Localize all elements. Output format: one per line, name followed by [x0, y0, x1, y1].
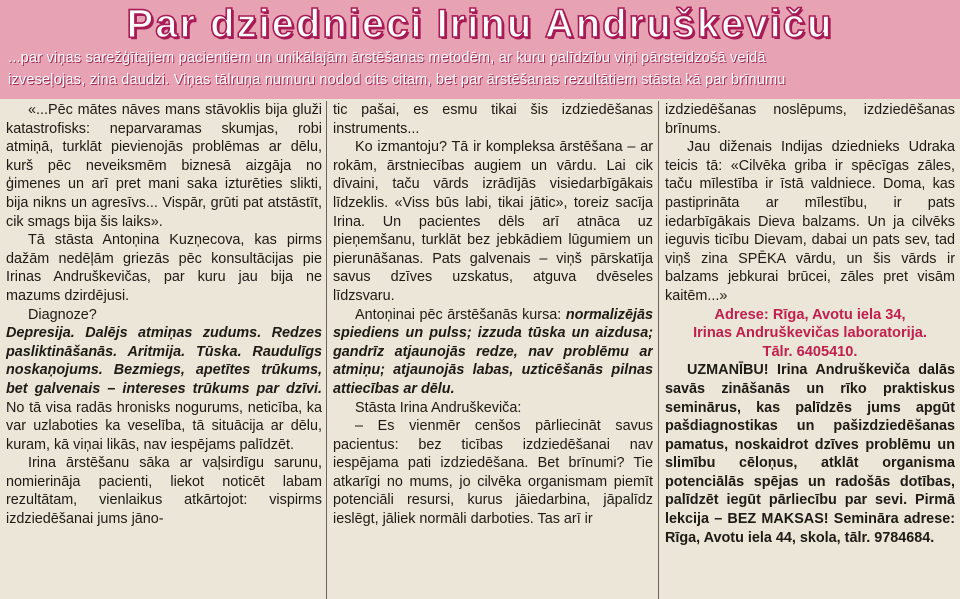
paragraph: Jau diženais Indijas dziednieks Udraka teicis tā: «Cilvēka griba ir spēcīgas zāles, taču mīlestība ir īstā valdniece. Doma, kas pastiprināta ar mīlestību, ir pats iedarbīgākais Dieva balzams. Un ja cilvēks ieguvis ticību Dievam, dabai un pats sev, tad viņš zina SPĒKA vārdu, un šis vārds ir balzams jebkurai brūcei, zāles pret visām kaitēm...» [665, 139, 955, 304]
paragraph: tic pašai, es esmu tikai šis izdziedēšanas instruments... [333, 102, 653, 137]
article-header [0, 0, 960, 99]
paragraph: – Es vienmēr cenšos pārliecināt savus pacientus: bez ticības izdziedēšanai nav iespējama pati izdziedēšana. Bet brīnumi? Tie atkarīgi no mums, jo cilvēka organismam piemīt potenciāli resursi, kurus jāiedarbina, jāpalīdz ieslēgt, jāliek normāli darboties. Tas arī ir [333, 418, 653, 528]
paragraph: Irina ārstēšanu sāka ar vaļsirdīgu sarunu, nomierināja pacienti, liekot noticēt labam rezultātam, vienlaikus atkārtojot: vispirms izdziedēšanai jums jāno- [6, 455, 322, 528]
paragraph: izdziedēšanas noslēpums, izdziedēšanas brīnums. [665, 102, 955, 137]
paragraph: Ko izmantoju? Tā ir kompleksa ārstēšana – ar rokām, ārstniecības augiem un vārdu. Lai cik dīvaini, taču vārds izrādījās visiedarbīgākais līdzeklis. «Viss būs labi, tikai jātic», toreiz sacīja Irina. Un pacientes dēls arī atnāca uz pieņemšanu, turklāt bez jebkādiem lūgumiem un pierunāšanas. Pats galvenais – viņš pārskatīja savus dzīves uzskatus, atguva dvēseles līdzsvaru. [333, 139, 653, 304]
paragraph-text: No tā visa radās hronisks nogurums, neticība, ka var uzlaboties ka veselība, tā situācija ar dēlu, kuram, kā viņai likās, nav iespējams palīdzēt. [6, 399, 322, 453]
paragraph: Stāsta Irina Andruškeviča: [355, 399, 522, 416]
address-block [665, 306, 955, 362]
column-divider [658, 101, 659, 599]
column-divider [326, 101, 327, 599]
diagnosis-text: Depresija. Dalējs atmiņas zudums. Redzes pasliktināšanās. Aritmija. Tūska. Raudulīgs noskaņojums. Bezmiegs, apetītes trūkums, bet galvenais – intereses trūkums par dzīvi. [6, 325, 322, 397]
article-column-1 [6, 101, 322, 599]
subtitle-line-1: ...par viņas sarežģītajiem pacientiem un unikālajām ārstēšanas metodēm, ar kuru palīdzību viņi pārsteidzošā veidā [8, 50, 766, 66]
results-text: normalizējās spiediens un pulss; izzuda tūska un aizdusa; gandrīz atjaunojās redze, nav problēmu ar atmiņu; atjaunojās labas, uzticēšanās pilnas attiecības ar dēlu. [333, 306, 653, 397]
address-line: Irinas Andruškevičas laboratorija. [693, 325, 927, 342]
article-title: Par dziednieci Irinu Andruškeviču [126, 2, 834, 46]
article-column-2 [333, 101, 653, 599]
paragraph: Diagnoze? [28, 306, 97, 323]
paragraph [333, 306, 653, 399]
phone-line: Tālr. 6405410. [762, 343, 858, 360]
paragraph [6, 324, 322, 454]
paragraph-text: Antoņinai pēc ārstēšanās kursa: [355, 306, 562, 323]
paragraph: «...Pēc mātes nāves mans stāvoklis bija gluži katastrofisks: neparvaramas skumjas, robi atmiņā, turklāt pievienojās problēmas ar dēlu, kurš pēc neveiksmēm biznesā aizgāja no ģimenes un arī pret mani saka izturēties slikti, bija nikns un agresīvs... Vispār, grūti pat atstāstīt, cik smags bija šis laiks». [6, 102, 322, 230]
address-line: Adrese: Rīga, Avotu iela 34, [714, 306, 906, 323]
subtitle-line-2: izveseļojas, zina daudzi. Viņas tālruņa numuru nodod cits citam, bet par ārstēšanas rezultātiem stāsta kā par brīnumu [8, 72, 786, 88]
article-column-3 [665, 101, 955, 599]
paragraph: Tā stāsta Antoņina Kuzņecova, kas pirms dažām nedēļām griezās pēc konsultācijas pie Irinas Andruškevičas, par kuru jau bija ne mazums dzirdējusi. [6, 232, 322, 304]
seminar-notice: UZMANĪBU! Irina Andruškeviča dalās savās zināšanās un rīko praktiskus seminārus, kas palīdzēs jums apgūt pašdiagnostikas un pašizdziedēšanas pamatus, noskaidrot dzīves problēmu un slimību cēloņus, atklāt organisma potenciālās spējas un radošās dotības, palīdzēt iegūt pārliecību par sevi. Pirmā lekcija – BEZ MAKSAS! Semināra adrese: Rīga, Avotu iela 44, skola, tālr. 9784684. [665, 362, 955, 546]
